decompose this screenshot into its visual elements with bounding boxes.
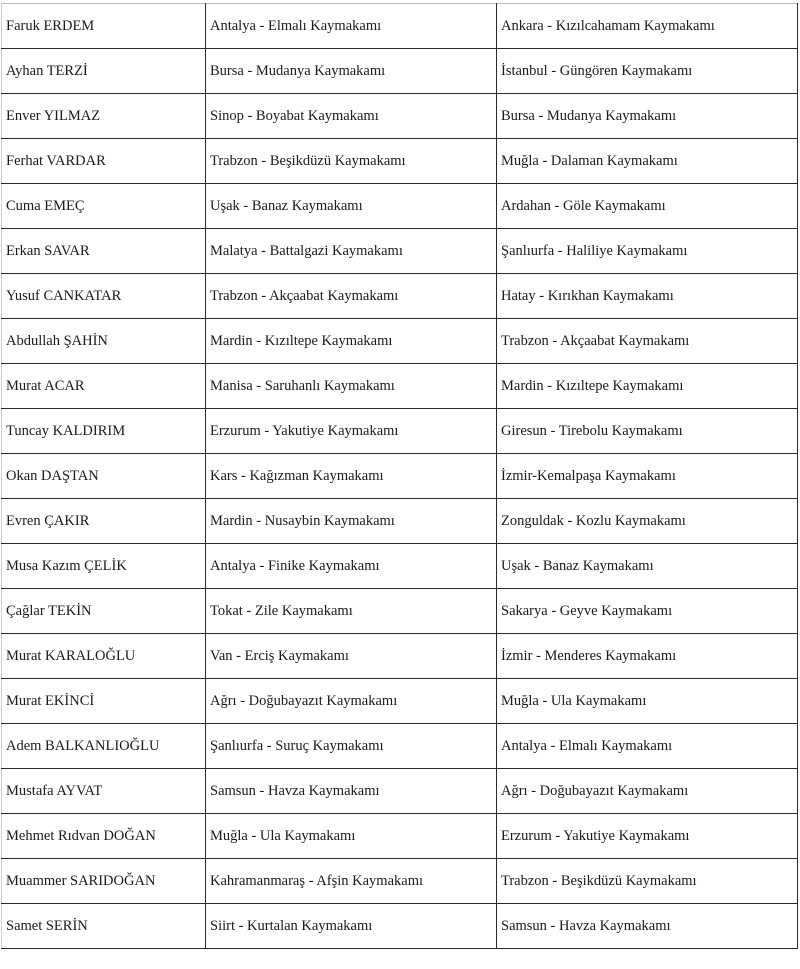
table-row	[2, 589, 798, 634]
name-cell: Faruk ERDEM	[2, 4, 206, 49]
current-post-cell: Mardin - Kızıltepe Kaymakamı	[206, 319, 497, 364]
current-post-cell: Ağrı - Doğubayazıt Kaymakamı	[206, 679, 497, 724]
table-row	[2, 139, 798, 184]
current-post-cell: Van - Erciş Kaymakamı	[206, 634, 497, 679]
new-post-cell: Trabzon - Beşikdüzü Kaymakamı	[497, 859, 798, 904]
name-cell: Adem BALKANLIOĞLU	[2, 724, 206, 769]
table-row	[2, 904, 798, 949]
name-cell: Samet SERİN	[2, 904, 206, 949]
new-post-cell: Ankara - Kızılcahamam Kaymakamı	[497, 4, 798, 49]
new-post-cell: Hatay - Kırıkhan Kaymakamı	[497, 274, 798, 319]
new-post-cell: Antalya - Elmalı Kaymakamı	[497, 724, 798, 769]
current-post-cell: Trabzon - Beşikdüzü Kaymakamı	[206, 139, 497, 184]
table-row	[2, 409, 798, 454]
table-row	[2, 319, 798, 364]
name-cell: Çağlar TEKİN	[2, 589, 206, 634]
current-post-cell: Kahramanmaraş - Afşin Kaymakamı	[206, 859, 497, 904]
new-post-cell: Bursa - Mudanya Kaymakamı	[497, 94, 798, 139]
new-post-cell: İzmir-Kemalpaşa Kaymakamı	[497, 454, 798, 499]
current-post-cell: Antalya - Elmalı Kaymakamı	[206, 4, 497, 49]
current-post-cell: Manisa - Saruhanlı Kaymakamı	[206, 364, 497, 409]
table-row	[2, 4, 798, 49]
name-cell: Ayhan TERZİ	[2, 49, 206, 94]
new-post-cell: Samsun - Havza Kaymakamı	[497, 904, 798, 949]
current-post-cell: Sinop - Boyabat Kaymakamı	[206, 94, 497, 139]
name-cell: Mehmet Rıdvan DOĞAN	[2, 814, 206, 859]
name-cell: Murat ACAR	[2, 364, 206, 409]
current-post-cell: Şanlıurfa - Suruç Kaymakamı	[206, 724, 497, 769]
current-post-cell: Mardin - Nusaybin Kaymakamı	[206, 499, 497, 544]
current-post-cell: Tokat - Zile Kaymakamı	[206, 589, 497, 634]
current-post-cell: Antalya - Finike Kaymakamı	[206, 544, 497, 589]
table-row	[2, 274, 798, 319]
name-cell: Murat EKİNCİ	[2, 679, 206, 724]
table-row	[2, 634, 798, 679]
current-post-cell: Trabzon - Akçaabat Kaymakamı	[206, 274, 497, 319]
name-cell: Enver YILMAZ	[2, 94, 206, 139]
name-cell: Yusuf CANKATAR	[2, 274, 206, 319]
name-cell: Erkan SAVAR	[2, 229, 206, 274]
table-row	[2, 364, 798, 409]
new-post-cell: Giresun - Tirebolu Kaymakamı	[497, 409, 798, 454]
new-post-cell: Muğla - Ula Kaymakamı	[497, 679, 798, 724]
appointments-table-body	[2, 4, 798, 949]
table-row	[2, 499, 798, 544]
table-row	[2, 229, 798, 274]
current-post-cell: Samsun - Havza Kaymakamı	[206, 769, 497, 814]
name-cell: Evren ÇAKIR	[2, 499, 206, 544]
name-cell: Mustafa AYVAT	[2, 769, 206, 814]
new-post-cell: Mardin - Kızıltepe Kaymakamı	[497, 364, 798, 409]
appointments-table	[1, 3, 798, 949]
new-post-cell: Zonguldak - Kozlu Kaymakamı	[497, 499, 798, 544]
name-cell: Musa Kazım ÇELİK	[2, 544, 206, 589]
new-post-cell: Şanlıurfa - Haliliye Kaymakamı	[497, 229, 798, 274]
table-row	[2, 454, 798, 499]
table-row	[2, 544, 798, 589]
table-row	[2, 769, 798, 814]
current-post-cell: Bursa - Mudanya Kaymakamı	[206, 49, 497, 94]
new-post-cell: Uşak - Banaz Kaymakamı	[497, 544, 798, 589]
name-cell: Tuncay KALDIRIM	[2, 409, 206, 454]
current-post-cell: Siirt - Kurtalan Kaymakamı	[206, 904, 497, 949]
table-row	[2, 859, 798, 904]
current-post-cell: Erzurum - Yakutiye Kaymakamı	[206, 409, 497, 454]
name-cell: Okan DAŞTAN	[2, 454, 206, 499]
new-post-cell: Ağrı - Doğubayazıt Kaymakamı	[497, 769, 798, 814]
new-post-cell: İzmir - Menderes Kaymakamı	[497, 634, 798, 679]
table-row	[2, 94, 798, 139]
table-row	[2, 679, 798, 724]
table-row	[2, 49, 798, 94]
name-cell: Murat KARALOĞLU	[2, 634, 206, 679]
new-post-cell: Erzurum - Yakutiye Kaymakamı	[497, 814, 798, 859]
current-post-cell: Malatya - Battalgazi Kaymakamı	[206, 229, 497, 274]
table-row	[2, 814, 798, 859]
name-cell: Ferhat VARDAR	[2, 139, 206, 184]
new-post-cell: Sakarya - Geyve Kaymakamı	[497, 589, 798, 634]
name-cell: Muammer SARIDOĞAN	[2, 859, 206, 904]
table-row	[2, 724, 798, 769]
new-post-cell: Ardahan - Göle Kaymakamı	[497, 184, 798, 229]
name-cell: Abdullah ŞAHİN	[2, 319, 206, 364]
new-post-cell: Trabzon - Akçaabat Kaymakamı	[497, 319, 798, 364]
name-cell: Cuma EMEÇ	[2, 184, 206, 229]
current-post-cell: Muğla - Ula Kaymakamı	[206, 814, 497, 859]
current-post-cell: Uşak - Banaz Kaymakamı	[206, 184, 497, 229]
current-post-cell: Kars - Kağızman Kaymakamı	[206, 454, 497, 499]
table-row	[2, 184, 798, 229]
new-post-cell: İstanbul - Güngören Kaymakamı	[497, 49, 798, 94]
new-post-cell: Muğla - Dalaman Kaymakamı	[497, 139, 798, 184]
